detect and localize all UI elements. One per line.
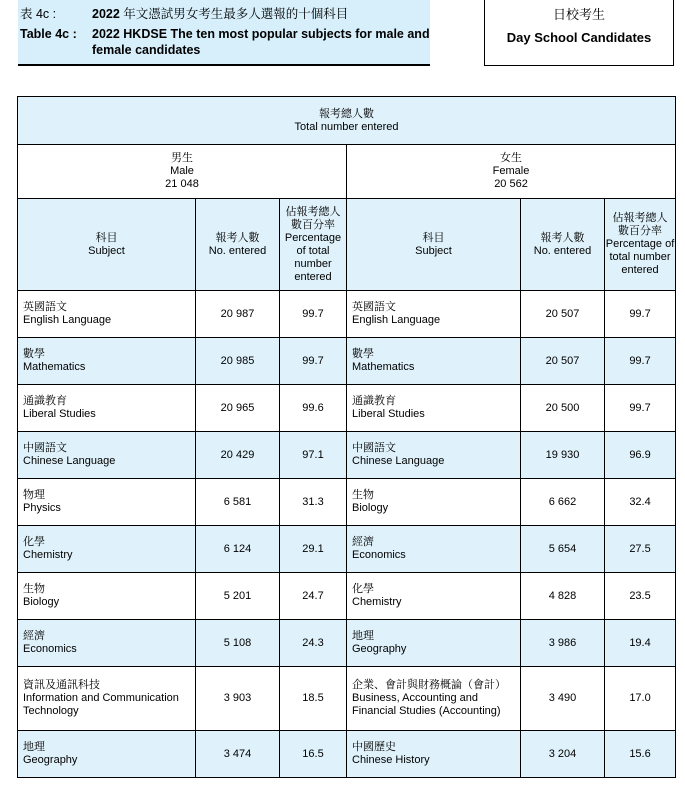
col-pct-female (605, 199, 676, 291)
male-entered: 3 903 (196, 667, 280, 731)
male-percentage: 97.1 (280, 432, 347, 479)
col-subject-en: Subject (88, 244, 125, 257)
male-subject: 化學 Chemistry (18, 526, 196, 573)
title-en-label: Table 4c : (20, 27, 77, 41)
male-entered: 3 474 (196, 731, 280, 778)
title-en-text: 2022 HKDSE The ten most popular subjects for male and female candidates (92, 27, 430, 57)
female-percentage: 99.7 (605, 291, 676, 338)
candidates-en: Day School Candidates (506, 30, 652, 45)
col-subject-zh: 科目 (422, 231, 445, 244)
female-subject: 地理 Geography (347, 620, 521, 667)
candidates-box (484, 0, 674, 66)
female-entered: 20 507 (521, 338, 605, 385)
male-subject: 英國語文 English Language (18, 291, 196, 338)
female-header (347, 145, 676, 199)
male-subject: 資訊及通訊科技 Information and Communication Technology (18, 667, 196, 731)
male-percentage: 31.3 (280, 479, 347, 526)
col-entered-en: No. entered (533, 244, 592, 257)
table-row (18, 731, 676, 778)
table-row (18, 385, 676, 432)
male-subject: 經濟 Economics (18, 620, 196, 667)
col-entered-female (521, 199, 605, 291)
male-entered: 5 201 (196, 573, 280, 620)
female-subject: 中國歷史 Chinese History (347, 731, 521, 778)
total-zh: 報考總人數 (319, 107, 375, 120)
male-entered: 5 108 (196, 620, 280, 667)
female-percentage: 23.5 (605, 573, 676, 620)
female-percentage: 19.4 (605, 620, 676, 667)
female-count: 20 562 (494, 178, 528, 190)
col-pct-male (280, 199, 347, 291)
male-entered: 20 987 (196, 291, 280, 338)
female-percentage: 96.9 (605, 432, 676, 479)
female-subject: 生物 Biology (347, 479, 521, 526)
female-subject: 化學 Chemistry (347, 573, 521, 620)
title-zh-label: 表 4c : (20, 7, 57, 21)
col-pct-zh1: 佔報考總人 (285, 205, 341, 218)
male-percentage: 24.7 (280, 573, 347, 620)
female-entered: 19 930 (521, 432, 605, 479)
female-subject: 中國語文 Chinese Language (347, 432, 521, 479)
female-percentage: 17.0 (605, 667, 676, 731)
col-entered-male (196, 199, 280, 291)
table-row (18, 573, 676, 620)
male-entered: 20 429 (196, 432, 280, 479)
title-zh-row (20, 6, 430, 22)
female-zh: 女生 (500, 152, 523, 164)
male-en: Male (170, 165, 194, 177)
col-pct-zh2: 數百分率 (291, 218, 335, 231)
male-subject: 通識教育 Liberal Studies (18, 385, 196, 432)
female-percentage: 27.5 (605, 526, 676, 573)
female-entered: 4 828 (521, 573, 605, 620)
male-percentage: 16.5 (280, 731, 347, 778)
male-entered: 20 985 (196, 338, 280, 385)
female-entered: 20 500 (521, 385, 605, 432)
subjects-table (17, 96, 676, 778)
col-entered-zh: 報考人數 (540, 231, 585, 244)
male-percentage: 29.1 (280, 526, 347, 573)
table-row (18, 526, 676, 573)
female-entered: 3 986 (521, 620, 605, 667)
male-percentage: 18.5 (280, 667, 347, 731)
male-percentage: 24.3 (280, 620, 347, 667)
table-row (18, 479, 676, 526)
male-percentage: 99.7 (280, 338, 347, 385)
male-entered: 6 124 (196, 526, 280, 573)
male-header (18, 145, 347, 199)
female-entered: 3 490 (521, 667, 605, 731)
male-percentage: 99.7 (280, 291, 347, 338)
male-entered: 6 581 (196, 479, 280, 526)
header-total-row (18, 97, 676, 145)
col-pct-zh2: 數百分率 (618, 225, 663, 237)
table-title-box (18, 0, 430, 66)
female-percentage: 32.4 (605, 479, 676, 526)
table-row (18, 620, 676, 667)
female-subject: 通識教育 Liberal Studies (347, 385, 521, 432)
male-zh: 男生 (171, 152, 193, 164)
female-subject: 企業、會計與財務概論（會計） Business, Accounting and Financial Studies (Accounting) (347, 667, 521, 731)
female-percentage: 99.7 (605, 385, 676, 432)
title-en-row (20, 26, 430, 58)
male-percentage: 99.6 (280, 385, 347, 432)
male-subject: 中國語文 Chinese Language (18, 432, 196, 479)
female-entered: 5 654 (521, 526, 605, 573)
table-row (18, 291, 676, 338)
female-subject: 經濟 Economics (347, 526, 521, 573)
total-header (18, 97, 676, 145)
title-zh-text: 2022 年文憑試男女考生最多人選報的十個科目 (92, 7, 349, 21)
female-en: Female (492, 165, 530, 177)
male-subject: 物理 Physics (18, 479, 196, 526)
male-entered: 20 965 (196, 385, 280, 432)
col-subject-en: Subject (415, 244, 452, 257)
col-subject-zh: 科目 (95, 231, 118, 244)
col-entered-en: No. entered (208, 244, 267, 257)
table-row (18, 667, 676, 731)
female-subject: 英國語文 English Language (347, 291, 521, 338)
col-subject-female (347, 199, 521, 291)
female-percentage: 99.7 (605, 338, 676, 385)
col-entered-zh: 報考人數 (215, 231, 260, 244)
female-subject: 數學 Mathematics (347, 338, 521, 385)
col-pct-zh1: 佔報考總人 (612, 212, 668, 224)
male-subject: 地理 Geography (18, 731, 196, 778)
col-subject-male (18, 199, 196, 291)
header-gender-row (18, 145, 676, 199)
male-subject: 數學 Mathematics (18, 338, 196, 385)
col-pct-en: Percentage of total number entered (605, 238, 675, 276)
header-columns-row (18, 199, 676, 291)
female-percentage: 15.6 (605, 731, 676, 778)
male-count: 21 048 (165, 178, 199, 190)
female-entered: 6 662 (521, 479, 605, 526)
male-subject: 生物 Biology (18, 573, 196, 620)
col-pct-en: Percentage of total number entered (284, 231, 342, 283)
total-en: Total number entered (294, 120, 399, 133)
candidates-zh: 日校考生 (552, 7, 605, 22)
table-row (18, 338, 676, 385)
table-row (18, 432, 676, 479)
female-entered: 3 204 (521, 731, 605, 778)
female-entered: 20 507 (521, 291, 605, 338)
